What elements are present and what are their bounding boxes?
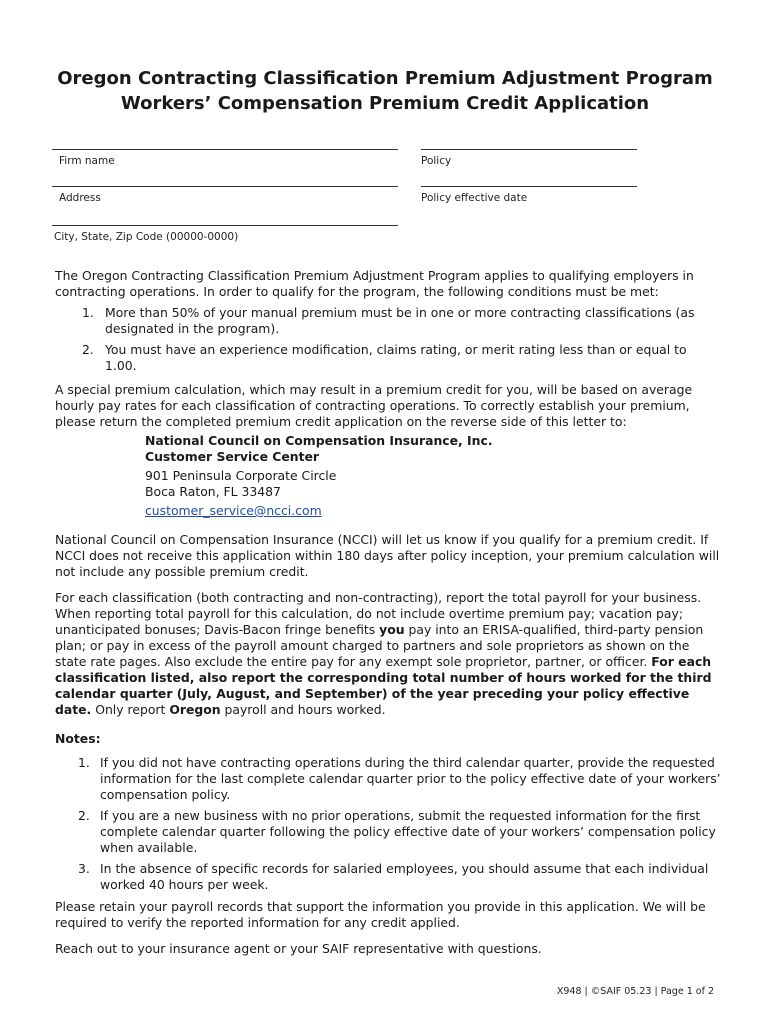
list-item-text: If you did not have contracting operations during the third calendar quarter, provide the requested information for the last complete calendar quarter prior to the policy effective date of your workers’ compensation policy. [100,755,721,802]
notes-list [55,755,721,893]
payroll-text-part1: For each classification (both contracting and non-contracting), report the total payroll for your business. When reporting total payroll for this calculation, do not include overtime premium pay; vacation pay; unanticipated bonuses; Davis-Bacon fringe benefits [55,590,702,637]
list-item-text: More than 50% of your manual premium must be in one or more contracting classifications (as designated in the program). [105,305,695,336]
policy-label: Policy [421,155,452,167]
firm-name-label: Firm name [59,155,115,167]
document-title [0,66,770,116]
list-item-number: 2. [78,808,90,823]
ncci-name: National Council on Compensation Insurance, Inc. [145,433,493,448]
document-body [55,268,721,957]
special-calculation-paragraph: A special premium calculation, which may result in a premium credit for you, will be based on average hourly pay rates for each classification of contracting operations. To correctly establish your premium, please return the completed premium credit application on the reverse side of this letter to: [55,382,693,429]
retain-records-paragraph: Please retain your payroll records that support the information you provide in this application. We will be required to verify the reported information for any credit applied. [55,899,706,930]
payroll-text-part3: Only report [91,702,170,717]
ncci-department: Customer Service Center [145,449,320,464]
reach-out-paragraph: Reach out to your insurance agent or your SAIF representative with questions. [55,941,542,956]
list-item [55,305,721,337]
payroll-you-emphasis: you [379,622,405,637]
ncci-notice-paragraph: National Council on Compensation Insurance (NCCI) will let us know if you qualify for a premium credit. If NCCI does not receive this application within 180 days after policy inception, your premium calculation will not include any possible premium credit. [55,532,720,579]
address-field[interactable] [52,186,398,204]
intro-paragraph: The Oregon Contracting Classification Premium Adjustment Program applies to qualifying employers in contracting operations. In order to qualify for the program, the following conditions must be met: [55,268,694,299]
payroll-oregon-emphasis: Oregon [169,702,221,717]
city-state-zip-field[interactable] [52,225,398,243]
firm-name-field[interactable] [52,149,398,167]
page-footer: X948 | ©SAIF 05.23 | Page 1 of 2 [556,986,714,997]
conditions-list [55,305,721,374]
payroll-hours-instruction: For each classification listed, also report the corresponding total number of hours worked for the third calendar quarter (July, August, and September) of the year preceding your policy effective date. [55,654,712,717]
list-item-text: In the absence of specific records for salaried employees, you should assume that each individual worked 40 hours per week. [100,861,709,892]
payroll-text-part2: pay into an ERISA-qualified, third-party pension plan; or pay in excess of the payroll amount charged to partners and sole proprietors as shown on the state rate pages. Also exclude the entire pay for any exempt sole proprietor, partner, or officer. [55,622,704,669]
notes-heading: Notes: [55,731,101,746]
policy-field[interactable] [421,149,637,167]
list-item-number: 2. [82,342,94,357]
list-item [55,755,721,803]
list-item [55,808,721,856]
list-item-text: You must have an experience modification, claims rating, or merit rating less than or equal to 1.00. [105,342,687,373]
list-item-number: 3. [78,861,90,876]
payroll-text-part4: payroll and hours worked. [220,702,386,717]
ncci-address-block [145,433,721,519]
payroll-paragraph [55,590,721,718]
list-item-number: 1. [78,755,90,770]
list-item [55,342,721,374]
list-item [55,861,721,893]
list-item-number: 1. [82,305,94,320]
title-line-1: Oregon Contracting Classification Premium Adjustment Program [57,68,713,89]
list-item-text: If you are a new business with no prior operations, submit the requested information for the first complete calendar quarter following the policy effective date of your workers’ compensation policy when available. [100,808,716,855]
ncci-street: 901 Peninsula Corporate Circle [145,468,337,483]
policy-effective-date-field[interactable] [421,186,637,204]
address-label: Address [59,192,101,204]
ncci-email-link[interactable]: customer_service@ncci.com [145,503,322,518]
city-state-zip-label: City, State, Zip Code (00000-0000) [54,231,239,243]
policy-effective-date-label: Policy effective date [421,192,528,204]
ncci-city: Boca Raton, FL 33487 [145,484,281,499]
title-line-2: Workers’ Compensation Premium Credit Application [120,93,650,114]
